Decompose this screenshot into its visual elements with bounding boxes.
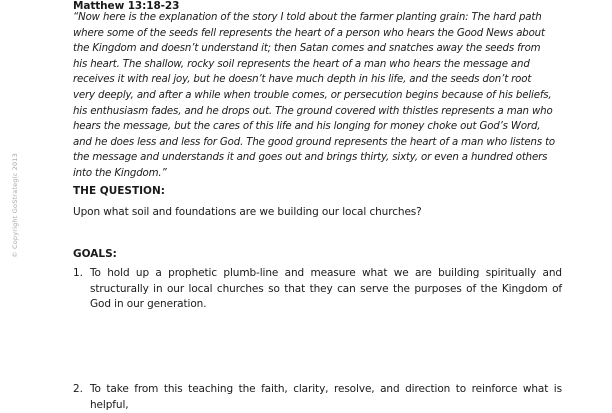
goals-heading: GOALS:: [73, 248, 117, 260]
scripture-quote: “Now here is the explanation of the story I told about the farmer planting grain: The hard path where some of the seeds fell represents the heart of a person who hears the Good News about the Kingdom and doesn’t understand it; then Satan comes and snatches away the seeds from his heart. The shallow, rocky soil represents the heart of a man who hears the message and receives it with real joy, but he doesn’t have much depth in his life, and the seeds don’t root very deeply, and after a while when trouble comes, or persecution begins because of his beliefs, his enthusiasm fades, and he drops out. The ground covered with thistles represents a man who hears the message, but the cares of this life and his longing for money choke out God’s Word, and he does less and less for God. The good ground represents the heart of a man who listens to the message and understands it and goes out and brings thirty, sixty, or even a hundred others into the Kingdom.”: [73, 12, 556, 179]
scripture-reference: Matthew 13:18-23: [73, 0, 180, 12]
goal-number: 1.: [73, 267, 84, 279]
question-text: Upon what soil and foundations are we building our local churches?: [73, 206, 422, 218]
goal-number: 2.: [73, 383, 84, 395]
goal-text: To hold up a prophetic plumb-line and measure what we are building spiritually and structurally in our local churches so that they can serve the purposes of the Kingdom of God in our generation.: [90, 267, 562, 310]
copyright-notice: © Copyright GoStrategic 2013: [11, 153, 19, 258]
goal-text: To take from this teaching the faith, clarity, resolve, and direction to reinforce what is helpful,: [90, 383, 562, 411]
question-heading: THE QUESTION:: [73, 185, 165, 197]
goal-item: [73, 382, 563, 413]
goal-item: [73, 266, 563, 313]
